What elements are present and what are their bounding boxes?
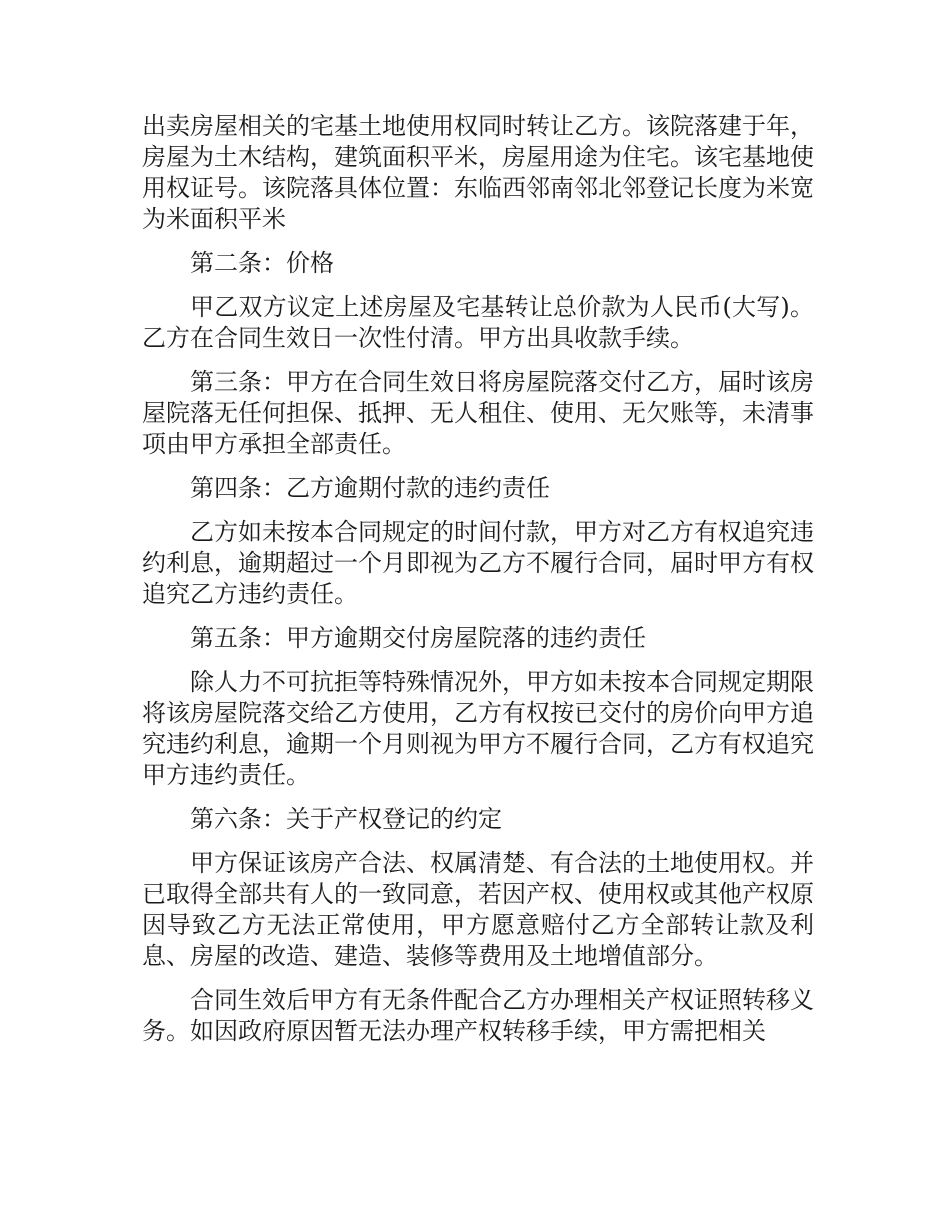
section-heading-article-6: 第六条：关于产权登记的约定 [190,805,502,833]
paragraph-late-delivery: 除人力不可抗拒等特殊情况外，甲方如未按本合同规定期限将该房屋院落交给乙方使用，乙方有权按已交付的房价向甲方追究违约利息，逾期一个月则视为甲方不履行合同，乙方有权追究甲方违约责任。 [142,668,814,789]
document-body [142,111,814,1060]
paragraph-late-payment: 乙方如未按本合同规定的时间付款，甲方对乙方有权追究违约利息，逾期超过一个月即视为乙方不履行合同，届时甲方有权追究乙方违约责任。 [142,518,814,608]
paragraph-title-transfer: 合同生效后甲方有无条件配合乙方办理相关产权证照转移义务。如因政府原因暂无法办理产权转移手续，甲方需把相关 [142,986,814,1045]
section-heading-article-2: 第二条：价格 [190,249,334,277]
paragraph-article-3: 第三条：甲方在合同生效日将房屋院落交付乙方，届时该房屋院落无任何担保、抵押、无人租住、使用、无欠账等，未清事项由甲方承担全部责任。 [142,368,814,458]
paragraph-price: 甲乙双方议定上述房屋及宅基转让总价款为人民币(大写)。乙方在合同生效日一次性付清。甲方出具收款手续。 [142,293,814,352]
section-heading-article-5: 第五条：甲方逾期交付房屋院落的违约责任 [190,624,646,652]
paragraph-property-rights: 甲方保证该房产合法、权属清楚、有合法的土地使用权。并已取得全部共有人的一致同意，若因产权、使用权或其他产权原因导致乙方无法正常使用，甲方愿意赔付乙方全部转让款及利息、房屋的改造、建造、装修等费用及土地增值部分。 [142,849,814,970]
paragraph-continuation: 出卖房屋相关的宅基土地使用权同时转让乙方。该院落建于年，房屋为土木结构，建筑面积平米，房屋用途为住宅。该宅基地使用权证号。该院落具体位置：东临西邻南邻北邻登记长度为米宽为米面积平米 [142,112,814,233]
section-heading-article-4: 第四条：乙方逾期付款的违约责任 [190,474,550,502]
